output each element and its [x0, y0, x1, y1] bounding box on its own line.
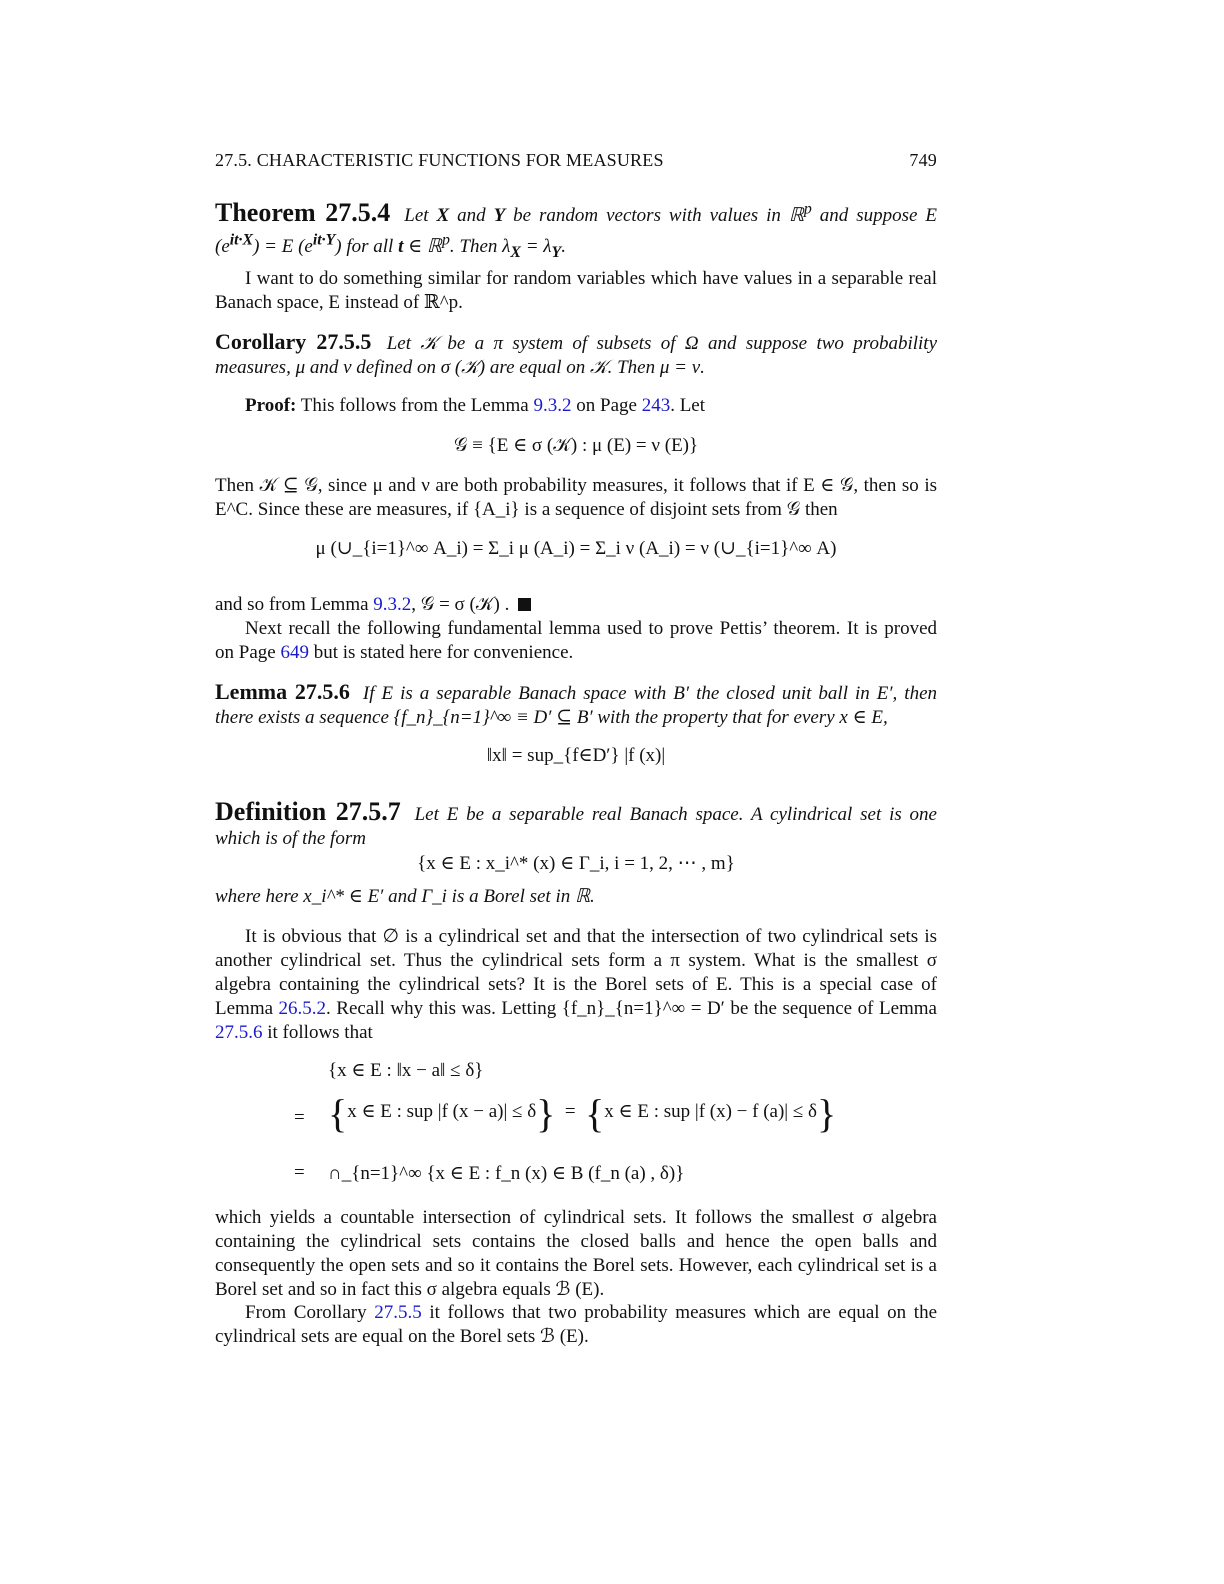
- paragraph-intro: I want to do something similar for random variables which have values in a separable real Banach space, E instead of ℝ^p.: [215, 268, 937, 313]
- display-line-1: {x ∈ E : ‖x − a‖ ≤ δ}: [328, 1060, 484, 1081]
- page-number: 749: [909, 150, 937, 170]
- equals-sign: =: [294, 1162, 305, 1183]
- brace-open-icon: {: [585, 1091, 605, 1136]
- display-line-3: ∩_{n=1}^∞ {x ∈ E : f_n (x) ∈ B (f_n (a) , δ)}: [328, 1163, 685, 1184]
- brace-close-icon: }: [536, 1091, 556, 1136]
- corollary-label: Corollary 27.5.5: [215, 329, 372, 354]
- running-header: [215, 150, 937, 171]
- link-lemma-9-3-2[interactable]: 9.3.2: [533, 395, 572, 416]
- lemma-27-5-6: [215, 680, 937, 730]
- theorem-27-5-4: [215, 198, 937, 264]
- paragraph-pettis: [215, 617, 937, 665]
- definition-statement: Let E be a separable real Banach space. A cylindrical set is one which is of the form: [215, 804, 937, 849]
- proof-text: and so from Lemma: [215, 594, 369, 615]
- proof-text: This follows from the Lemma: [300, 395, 529, 416]
- equation-norm-sup: ‖x‖ = sup_{f∈D′} |f (x)|: [486, 745, 666, 766]
- running-title: 27.5. CHARACTERISTIC FUNCTIONS FOR MEASURES: [215, 150, 664, 170]
- display-line-2: {x ∈ E : sup |f (x − a)| ≤ δ} = {x ∈ E : sup |f (x) − f (a)| ≤ δ}: [328, 1091, 837, 1136]
- equation-countable-additivity: μ (∪_{i=1}^∞ A_i) = Σ_i μ (A_i) = Σ_i ν (A_i) = ν (∪_{i=1}^∞ A): [315, 538, 837, 559]
- paragraph-conclusion: which yields a countable intersection of cylindrical sets. It follows the smallest σ algebra containing the cylindrical sets contains the closed balls and hence the open balls and consequently the open sets and so it contains the Borel sets. However, each cylindrical set is a Borel set and so in fact this σ algebra equals ℬ (E).: [215, 1207, 937, 1300]
- link-lemma-9-3-2-b[interactable]: 9.3.2: [373, 594, 412, 615]
- brace-open-icon: {: [328, 1091, 348, 1136]
- para-text: it follows that: [267, 1022, 373, 1043]
- corollary-27-5-5: [215, 330, 937, 380]
- definition-27-5-7: [215, 797, 937, 851]
- proof-text: on Page: [576, 395, 637, 416]
- para-text: . Recall why this was. Letting {f_n}_{n=1}^∞ = D′ be the sequence of Lemma: [326, 998, 937, 1019]
- qed-box-icon: [518, 598, 531, 611]
- display-line-2a: x ∈ E : sup |f (x − a)| ≤ δ: [347, 1101, 537, 1122]
- definition-tail: where here x_i^* ∈ E′ and Γ_i is a Borel set in ℝ.: [215, 886, 595, 907]
- proof-label: Proof:: [245, 395, 297, 416]
- theorem-label: Theorem 27.5.4: [215, 198, 391, 228]
- link-lemma-27-5-6[interactable]: 27.5.6: [215, 1022, 263, 1043]
- para-text: but is stated here for convenience.: [313, 642, 574, 663]
- paragraph-final: [215, 1301, 937, 1349]
- para-text: It is obvious that ∅ is a cylindrical set and that the intersection of two cylindrical sets is another cylindrical set. Thus the cylindrical sets form a π system. What is the smallest σ algebra containing the cylindrical sets? It is the Borel sets of E. This is a special case of Lemma: [215, 926, 937, 1019]
- para-text: Next recall the following fundamental lemma used to prove Pettis’ theorem. It is proved on Page: [215, 618, 937, 663]
- lemma-statement: If E is a separable Banach space with B′ the closed unit ball in E′, then there exists a sequence {f_n}_{n=1}^∞ ≡ D′ ⊆ B′ with the property that for every x ∈ E,: [215, 683, 938, 728]
- equals-sign: =: [294, 1107, 305, 1128]
- proof-start: [215, 394, 937, 418]
- link-corollary-27-5-5[interactable]: 27.5.5: [374, 1302, 422, 1323]
- proof-body: Then 𝒦 ⊆ 𝒢, since μ and ν are both probability measures, it follows that if E ∈ 𝒢, then so is E^C. Since these are measures, if {A_i} is a sequence of disjoint sets from 𝒢 then: [215, 475, 937, 520]
- link-page-649[interactable]: 649: [280, 642, 309, 663]
- proof-text: . Let: [670, 395, 706, 416]
- paragraph-cylindrical: [215, 925, 937, 1045]
- corollary-statement: Let 𝒦 be a π system of subsets of Ω and suppose two probability measures, μ and ν defined on σ (𝒦) are equal on 𝒦. Then μ = ν.: [215, 333, 938, 378]
- link-lemma-26-5-2[interactable]: 26.5.2: [278, 998, 327, 1019]
- link-page-243[interactable]: 243: [641, 395, 671, 416]
- definition-label: Definition 27.5.7: [215, 797, 401, 826]
- para-text: From Corollary: [245, 1302, 367, 1323]
- equation-cylindrical-set: {x ∈ E : x_i^* (x) ∈ Γ_i, i = 1, 2, ⋯ , m}: [417, 853, 735, 874]
- proof-text: , 𝒢 = σ (𝒦) .: [411, 594, 510, 615]
- equation-g-definition: 𝒢 ≡ {E ∈ σ (𝒦) : μ (E) = ν (E)}: [453, 435, 699, 456]
- lemma-label: Lemma 27.5.6: [215, 679, 350, 704]
- brace-close-icon: }: [817, 1091, 837, 1136]
- para-text: it follows that two probability measures which are equal on the cylindrical sets are equal on the Borel sets ℬ (E).: [215, 1302, 937, 1347]
- display-line-2b: x ∈ E : sup |f (x) − f (a)| ≤ δ: [604, 1101, 817, 1122]
- proof-end: [215, 593, 937, 617]
- theorem-statement: Let X and Y be random vectors with values in ℝ$^p$ and suppose E $(e^{it\cdot X}) = E$ $(e^{it\cdot Y})$ for all t ∈ ℝ$^p$. Then $\lambda_X = \lambda_Y$.: [215, 201, 937, 261]
